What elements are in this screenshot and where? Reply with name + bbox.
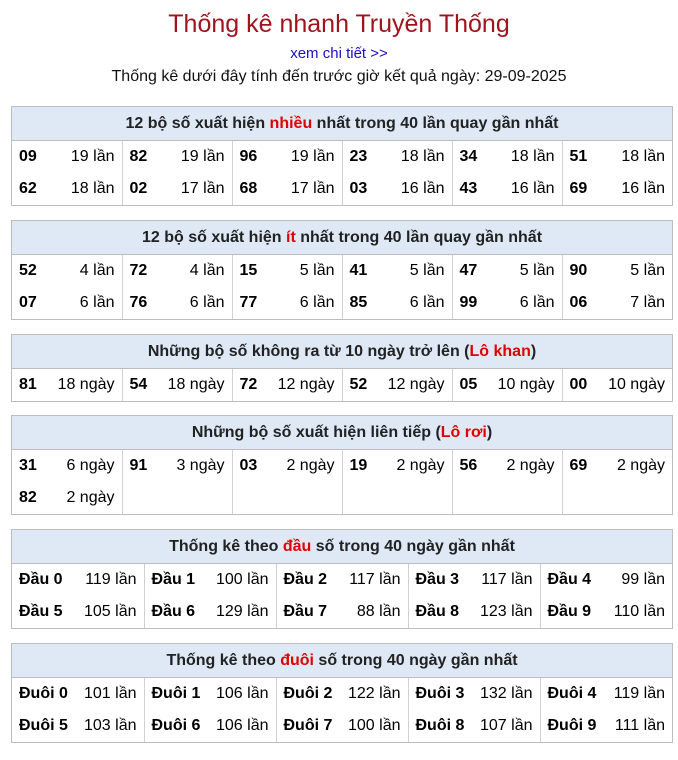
cell-value: 2 ngày [506, 457, 555, 474]
cell-value: 16 lần [621, 180, 665, 197]
header-text: Những bộ số xuất hiện liên tiếp ( [191, 424, 441, 441]
header-text: ) [486, 424, 493, 441]
cell-label: Đầu 8 [415, 603, 460, 620]
cell-value: 4 lần [79, 262, 115, 279]
cell-value: 117 lần [481, 571, 533, 588]
table-row [12, 141, 672, 173]
lo-khan-header [12, 335, 672, 369]
table-cell [342, 482, 452, 514]
cell-value: 17 lần [290, 180, 335, 197]
cell-value: 6 lần [299, 294, 335, 311]
cell-number: 72 [129, 262, 148, 279]
header-text: Những bộ số không ra từ 10 ngày trở lên ( [147, 343, 470, 360]
cell-number: 96 [239, 148, 258, 165]
header-text: Thống kê theo [169, 538, 283, 555]
table-cell [12, 564, 144, 596]
least-frequent-section [11, 220, 673, 320]
lo-roi-section [11, 415, 673, 515]
lo-khan-section [11, 334, 673, 402]
cell-value: 3 ngày [176, 457, 225, 474]
cell-value: 18 ngày [57, 376, 115, 393]
cell-label: Đuôi 0 [19, 685, 68, 702]
cell-number: 34 [459, 148, 478, 165]
table-row [12, 596, 672, 628]
cell-label: Đầu 0 [19, 571, 63, 588]
table-cell [540, 596, 672, 628]
table-cell [540, 678, 672, 710]
cell-value: 117 lần [349, 571, 401, 588]
header-highlight: ít [286, 229, 296, 246]
most-frequent-section [11, 106, 673, 206]
cell-value: 19 lần [70, 148, 115, 165]
table-cell [342, 369, 452, 401]
table-cell [12, 596, 144, 628]
table-cell [122, 450, 232, 482]
table-cell [342, 173, 452, 205]
cell-value: 119 lần [613, 685, 665, 702]
table-cell [562, 482, 672, 514]
cell-value: 16 lần [510, 180, 555, 197]
table-cell [452, 369, 562, 401]
table-cell [12, 369, 122, 401]
table-cell [562, 369, 672, 401]
header-text: số trong 40 ngày gần nhất [313, 652, 518, 669]
table-cell [562, 173, 672, 205]
cell-value: 107 lần [480, 717, 533, 734]
table-cell [562, 450, 672, 482]
cell-value: 5 lần [409, 262, 445, 279]
cell-value: 10 ngày [497, 376, 555, 393]
header-text: số trong 40 ngày gần nhất [311, 538, 515, 555]
duoi-header [12, 644, 672, 678]
cell-number: 51 [569, 148, 588, 165]
cell-value: 6 lần [79, 294, 115, 311]
cell-value: 2 ngày [66, 489, 115, 506]
lo-roi-table [12, 450, 672, 514]
table-cell [452, 287, 562, 319]
cell-value: 16 lần [400, 180, 445, 197]
lo-khan-table [12, 369, 672, 401]
cell-number: 56 [459, 457, 478, 474]
cell-number: 82 [19, 489, 37, 506]
cell-number: 76 [129, 294, 148, 311]
cell-number: 03 [349, 180, 368, 197]
cell-value: 10 ngày [608, 376, 665, 393]
table-cell [452, 255, 562, 287]
cell-number: 02 [129, 180, 148, 197]
cell-label: Đuôi 5 [19, 717, 68, 734]
cell-number: 90 [569, 262, 588, 279]
cell-value: 99 lần [621, 571, 665, 588]
table-cell [12, 450, 122, 482]
cell-label: Đuôi 2 [283, 685, 333, 702]
cell-number: 31 [19, 457, 37, 474]
table-row [12, 255, 672, 287]
table-row [12, 173, 672, 205]
cell-number: 82 [129, 148, 148, 165]
cell-value: 110 lần [613, 603, 665, 620]
table-cell [122, 173, 232, 205]
table-cell [232, 369, 342, 401]
cell-value: 12 ngày [277, 376, 335, 393]
cell-number: 43 [459, 180, 478, 197]
cell-number: 19 [349, 457, 368, 474]
cell-value: 5 lần [299, 262, 335, 279]
table-row [12, 678, 672, 710]
page-subtitle: Thống kê dưới đây tính đến trước giờ kết quả ngày: 29-09-2025 [111, 68, 567, 85]
least-frequent-table [12, 255, 672, 319]
table-cell [276, 678, 408, 710]
cell-number: 07 [19, 294, 37, 311]
cell-label: Đuôi 4 [547, 685, 597, 702]
cell-value: 19 lần [180, 148, 225, 165]
table-cell [122, 482, 232, 514]
table-cell [12, 678, 144, 710]
table-cell [12, 710, 144, 742]
cell-label: Đuôi 8 [415, 717, 465, 734]
table-cell [562, 141, 672, 173]
cell-value: 100 lần [348, 717, 401, 734]
table-row [12, 482, 672, 514]
header-text: ) [530, 343, 537, 360]
cell-number: 00 [569, 376, 588, 393]
cell-number: 41 [349, 262, 368, 279]
table-cell [232, 141, 342, 173]
cell-value: 103 lần [84, 717, 137, 734]
table-cell [232, 255, 342, 287]
table-cell [122, 255, 232, 287]
header-text: nhất trong 40 lần quay gần nhất [312, 115, 559, 132]
cell-label: Đuôi 7 [283, 717, 333, 734]
cell-value: 6 lần [409, 294, 445, 311]
least-frequent-header [12, 221, 672, 255]
table-cell [452, 173, 562, 205]
dau-table [12, 564, 672, 628]
cell-label: Đầu 7 [283, 603, 328, 620]
cell-value: 6 lần [519, 294, 555, 311]
table-cell [342, 141, 452, 173]
table-cell [144, 564, 276, 596]
cell-value: 101 lần [84, 685, 137, 702]
cell-number: 54 [129, 376, 148, 393]
table-cell [122, 369, 232, 401]
cell-value: 123 lần [480, 603, 533, 620]
table-cell [122, 287, 232, 319]
cell-value: 18 ngày [167, 376, 225, 393]
header-text: 12 bộ số xuất hiện [141, 229, 286, 246]
table-cell [144, 678, 276, 710]
cell-number: 81 [19, 376, 37, 393]
table-cell [562, 255, 672, 287]
cell-value: 119 lần [85, 571, 137, 588]
table-cell [144, 596, 276, 628]
table-cell [232, 450, 342, 482]
cell-number: 85 [349, 294, 368, 311]
table-cell [408, 710, 540, 742]
table-cell [12, 255, 122, 287]
table-row [12, 369, 672, 401]
cell-number: 72 [239, 376, 258, 393]
cell-value: 17 lần [180, 180, 225, 197]
header-text: nhất trong 40 lần quay gần nhất [295, 229, 543, 246]
cell-label: Đuôi 9 [547, 717, 597, 734]
cell-value: 19 lần [290, 148, 335, 165]
cell-value: 106 lần [216, 685, 269, 702]
table-cell [232, 482, 342, 514]
table-cell [342, 450, 452, 482]
cell-value: 132 lần [480, 685, 533, 702]
table-cell [452, 141, 562, 173]
cell-number: 05 [459, 376, 478, 393]
cell-value: 18 lần [621, 148, 665, 165]
table-cell [12, 482, 122, 514]
cell-number: 47 [459, 262, 478, 279]
header-highlight: Lô rơi [440, 424, 487, 441]
table-cell [540, 710, 672, 742]
cell-label: Đầu 4 [547, 571, 592, 588]
view-detail-link[interactable]: xem chi tiết >> [290, 45, 388, 62]
cell-value: 7 lần [630, 294, 665, 311]
table-cell [12, 287, 122, 319]
table-cell [342, 287, 452, 319]
cell-label: Đuôi 3 [415, 685, 465, 702]
cell-value: 100 lần [216, 571, 269, 588]
cell-value: 5 lần [630, 262, 665, 279]
cell-number: 69 [569, 180, 588, 197]
cell-value: 88 lần [356, 603, 401, 620]
cell-label: Đầu 5 [19, 603, 63, 620]
cell-label: Đuôi 6 [151, 717, 201, 734]
header-text: 12 bộ số xuất hiện [125, 115, 270, 132]
table-row [12, 710, 672, 742]
table-cell [276, 710, 408, 742]
cell-value: 2 ngày [396, 457, 445, 474]
cell-value: 2 ngày [286, 457, 335, 474]
header-highlight: đầu [282, 538, 312, 555]
table-cell [452, 450, 562, 482]
cell-label: Đầu 3 [415, 571, 460, 588]
cell-label: Đầu 6 [151, 603, 196, 620]
cell-value: 105 lần [84, 603, 137, 620]
table-cell [12, 141, 122, 173]
cell-number: 68 [239, 180, 258, 197]
cell-value: 122 lần [348, 685, 401, 702]
header-highlight: nhiều [269, 115, 313, 132]
page-title: Thống kê nhanh Truyền Thống [168, 10, 510, 38]
cell-value: 4 lần [189, 262, 225, 279]
cell-number: 23 [349, 148, 368, 165]
table-cell [122, 141, 232, 173]
cell-value: 6 ngày [66, 457, 115, 474]
cell-label: Đầu 1 [151, 571, 196, 588]
table-cell [342, 255, 452, 287]
most-frequent-table [12, 141, 672, 205]
table-cell [408, 678, 540, 710]
cell-value: 18 lần [510, 148, 555, 165]
cell-number: 99 [459, 294, 478, 311]
cell-number: 52 [349, 376, 368, 393]
cell-number: 62 [19, 180, 37, 197]
table-row [12, 450, 672, 482]
cell-number: 77 [239, 294, 258, 311]
cell-number: 06 [569, 294, 588, 311]
table-row [12, 564, 672, 596]
duoi-section [11, 643, 673, 743]
table-cell [540, 564, 672, 596]
dau-section [11, 529, 673, 629]
cell-number: 52 [19, 262, 37, 279]
table-cell [452, 482, 562, 514]
cell-value: 111 lần [614, 717, 665, 734]
cell-value: 6 lần [189, 294, 225, 311]
cell-value: 5 lần [519, 262, 555, 279]
cell-value: 18 lần [70, 180, 115, 197]
cell-value: 2 ngày [616, 457, 665, 474]
detail-link-wrap [0, 44, 678, 64]
table-cell [12, 173, 122, 205]
dau-header [12, 530, 672, 564]
cell-number: 91 [129, 457, 148, 474]
cell-value: 106 lần [216, 717, 269, 734]
cell-number: 15 [239, 262, 258, 279]
table-cell [276, 564, 408, 596]
lo-roi-header [12, 416, 672, 450]
cell-label: Đuôi 1 [151, 685, 201, 702]
cell-number: 03 [239, 457, 258, 474]
table-row [12, 287, 672, 319]
table-cell [232, 287, 342, 319]
header-highlight: đuôi [280, 652, 314, 669]
table-cell [562, 287, 672, 319]
table-cell [276, 596, 408, 628]
cell-label: Đầu 2 [283, 571, 328, 588]
most-frequent-header [12, 107, 672, 141]
table-cell [408, 596, 540, 628]
header-highlight: Lô khan [469, 343, 531, 360]
cell-value: 129 lần [216, 603, 269, 620]
table-cell [232, 173, 342, 205]
cell-number: 69 [569, 457, 588, 474]
cell-number: 09 [19, 148, 37, 165]
cell-value: 18 lần [400, 148, 445, 165]
cell-value: 12 ngày [387, 376, 445, 393]
header-text: Thống kê theo [166, 652, 281, 669]
cell-label: Đầu 9 [547, 603, 592, 620]
table-cell [144, 710, 276, 742]
duoi-table [12, 678, 672, 742]
table-cell [408, 564, 540, 596]
